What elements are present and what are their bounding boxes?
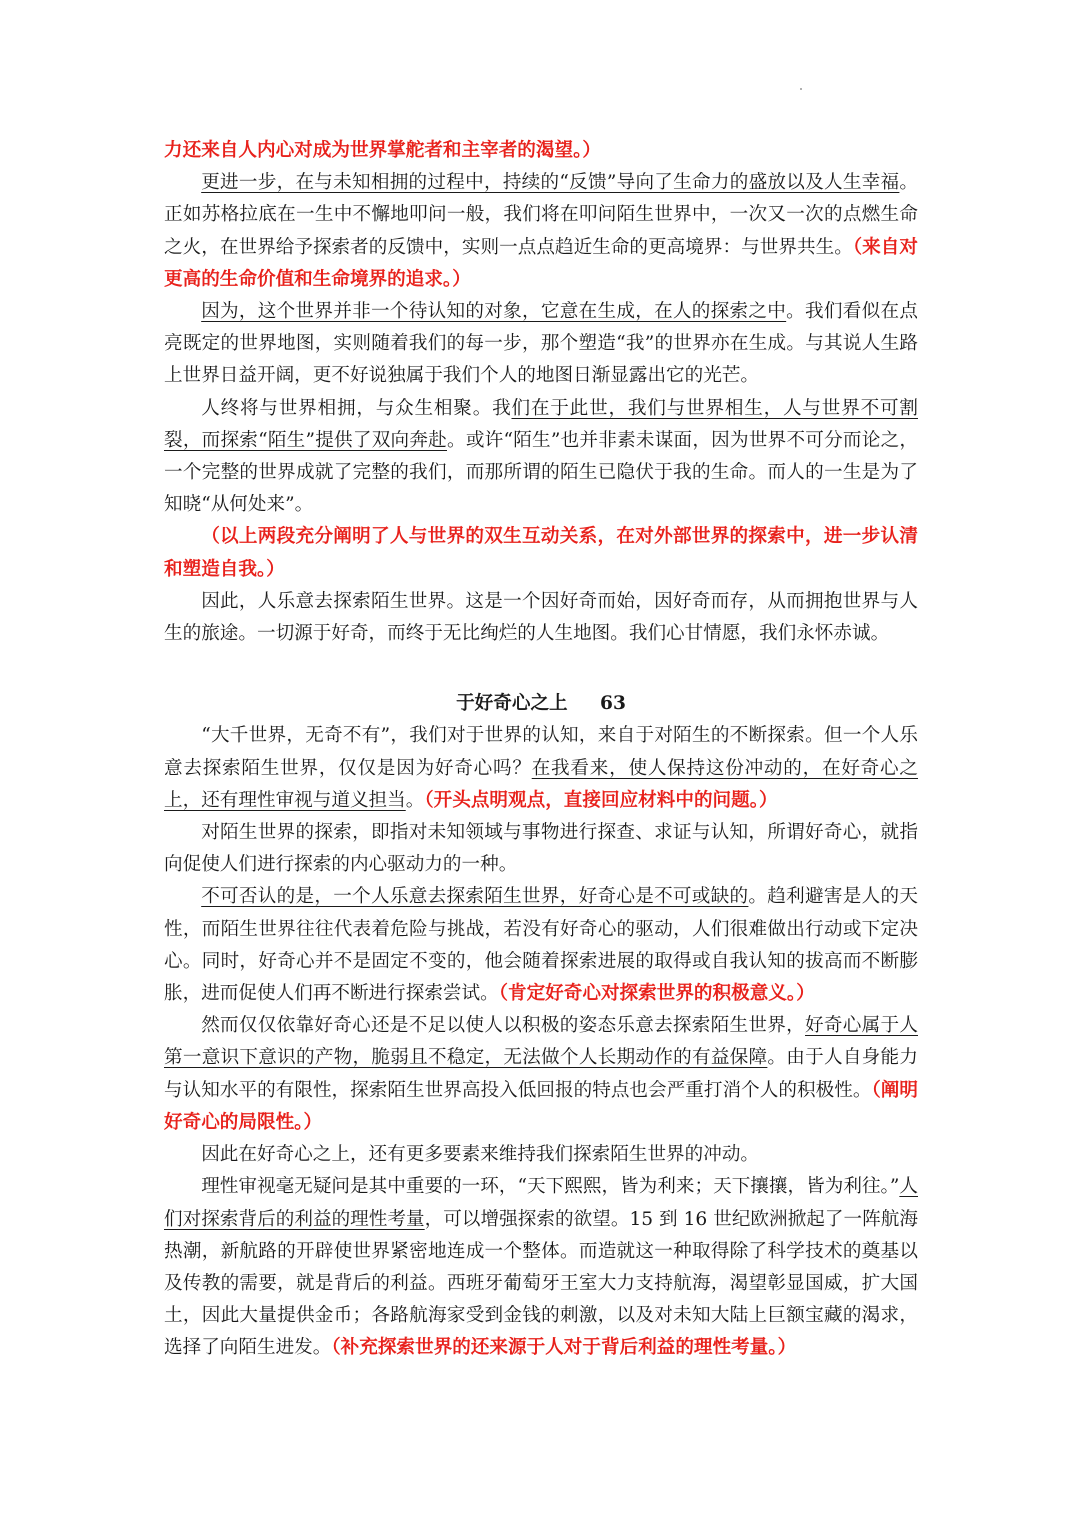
body-text: 人终将与世界相拥，与众生相聚。我 bbox=[201, 397, 512, 419]
underlined-sentence: 人们对探索背后的利益的理性考量 bbox=[164, 1176, 918, 1230]
body-text: 理性审视毫无疑问是其中重要的一环，“天下熙熙，皆为利来；天下攘攘，皆为利往。” bbox=[201, 1176, 900, 1198]
paragraph-curiosity-limits bbox=[164, 1010, 918, 1139]
body-text: 对陌生世界的探索，即指对未知领域与事物进行探查、求证与认知，所谓好奇心，就指向促使人们进行探索的内心驱动力的一种。 bbox=[164, 822, 918, 876]
body-text: 。 bbox=[405, 789, 425, 811]
paragraph-annotation bbox=[164, 521, 918, 585]
paragraph-definition bbox=[164, 817, 918, 881]
underlined-sentence: 更进一步，在与未知相拥的过程中，持续的“反馈”导向了生命力的盛放以及人生幸福 bbox=[201, 172, 900, 194]
paragraph-world-generating bbox=[164, 296, 918, 393]
underlined-sentence: 们在于此世，我们与世界相生，人与世界不可割裂，而探索“陌生”提供了双向奔赴 bbox=[164, 397, 918, 451]
red-annotation: （以上两段充分阐明了人与世界的双生互动关系，在对外部世界的探索中，进一步认清和塑造自我。） bbox=[164, 526, 918, 580]
red-annotation: （补充探索世界的还来源于人对于背后利益的理性考量。） bbox=[331, 1337, 797, 1359]
body-text: 。或许“陌生”也并非素未谋面，因为世界不可分而论之，一个完整的世界成就了完整的我们，而那所谓的陌生已隐伏于我的生命。而人的一生是为了知晓“从何处来”。 bbox=[164, 429, 918, 516]
red-annotation: （肯定好奇心对探索世界的积极意义。） bbox=[498, 983, 815, 1005]
underlined-sentence: 不可否认的是，一个人乐意去探索陌生世界，好奇心是不可或缺的 bbox=[201, 886, 749, 908]
body-text: “大千世界，无奇不有”，我们对于世界的认知，来自于对陌生的不断探索。但一个人乐意去探索陌生世界，仅仅是因为好奇心吗？ bbox=[164, 725, 918, 779]
body-text: ，可以增强探索的欲望。15 到 16 世纪欧洲掀起了一阵航海热潮，新航路的开辟使世界紧密地连成一个整体。而造就这一种取得除了科学技术的奠基以及传教的需要，就是背后的利益。西班牙葡萄牙王室大力支持航海，渴望彰显国威，扩大国土，因此大量提供金币；各路航海家受到金钱的刺激，以及对未知大陆上巨额宝藏的渴求，选择了向陌生进发。 bbox=[164, 1208, 918, 1359]
essay-title-text: 于好奇心之上 bbox=[456, 693, 568, 715]
red-annotation: （开头点明观点，直接回应材料中的问题。） bbox=[424, 789, 778, 811]
paragraph-opening bbox=[164, 720, 918, 817]
scan-speck bbox=[800, 88, 802, 90]
paragraph-rational-review bbox=[164, 1171, 918, 1364]
paragraph-continuation bbox=[164, 135, 918, 167]
body-text: 因此，人乐意去探索陌生世界。这是一个因好奇而始，因好奇而存，从而拥抱世界与人生的旅途。一切源于好奇，而终于无比绚烂的人生地图。我们心甘情愿，我们永怀赤诚。 bbox=[164, 590, 918, 645]
body-text: 然而仅仅依靠好奇心还是不足以使人以积极的姿态乐意去探索陌生世界， bbox=[201, 1015, 806, 1037]
body-text: 。趋利避害是人的天性，而陌生世界往往代表着危险与挑战，若没有好奇心的驱动，人们很难做出行动或下定决心。同时，好奇心并不是固定不变的，他会随着探索进展的取得或自我认知的拔高而不断膨胀，进而促使人们再不断进行探索尝试。 bbox=[164, 886, 918, 1005]
underlined-sentence: 在我看来，使人保持这份冲动的，在好奇心之上，还有理性审视与道义担当 bbox=[164, 757, 918, 811]
body-text: 因此在好奇心之上，还有更多要素来维持我们探索陌生世界的冲动。 bbox=[201, 1144, 760, 1166]
red-annotation: （来自对更高的生命价值和生命境界的追求。） bbox=[164, 236, 918, 290]
red-annotation: （阐明好奇心的局限性。） bbox=[164, 1079, 918, 1133]
paragraph-transition bbox=[164, 1139, 918, 1171]
underlined-sentence: 好奇心属于人第一意识下意识的产物，脆弱且不稳定，无法做个人长期动作的有益保障 bbox=[164, 1015, 918, 1069]
paragraph-embrace-world bbox=[164, 393, 918, 522]
body-text: 。由于人自身能力与认知水平的有限性，探索陌生世界高投入低回报的特点也会严重打消个人的积极性。 bbox=[164, 1047, 918, 1101]
document-page bbox=[164, 135, 918, 1365]
paragraph-conclusion bbox=[164, 586, 918, 650]
essay-title bbox=[164, 688, 918, 720]
section-gap bbox=[164, 650, 918, 688]
underlined-sentence: 因为，这个世界并非一个待认知的对象，它意在生成，在人的探索之中 bbox=[201, 301, 787, 323]
body-text: 。正如苏格拉底在一生中不懈地叩问一般，我们将在叩问陌生世界中，一次又一次的点燃生命之火，在世界给予探索者的反馈中，实则一点点趋近生命的更高境界：与世界共生。 bbox=[164, 172, 918, 258]
body-text: 。我们看似在点亮既定的世界地图，实则随着我们的每一步，那个塑造“我”的世界亦在生成。与其说人生路上世界日益开阔，更不好说独属于我们个人的地图日渐显露出它的光芒。 bbox=[164, 301, 918, 387]
paragraph-curiosity-essential bbox=[164, 881, 918, 1010]
essay-number: 63 bbox=[600, 693, 626, 715]
paragraph-feedback bbox=[164, 167, 918, 296]
red-annotation: 力还来自人内心对成为世界掌舵者和主宰者的渴望。） bbox=[164, 140, 601, 161]
